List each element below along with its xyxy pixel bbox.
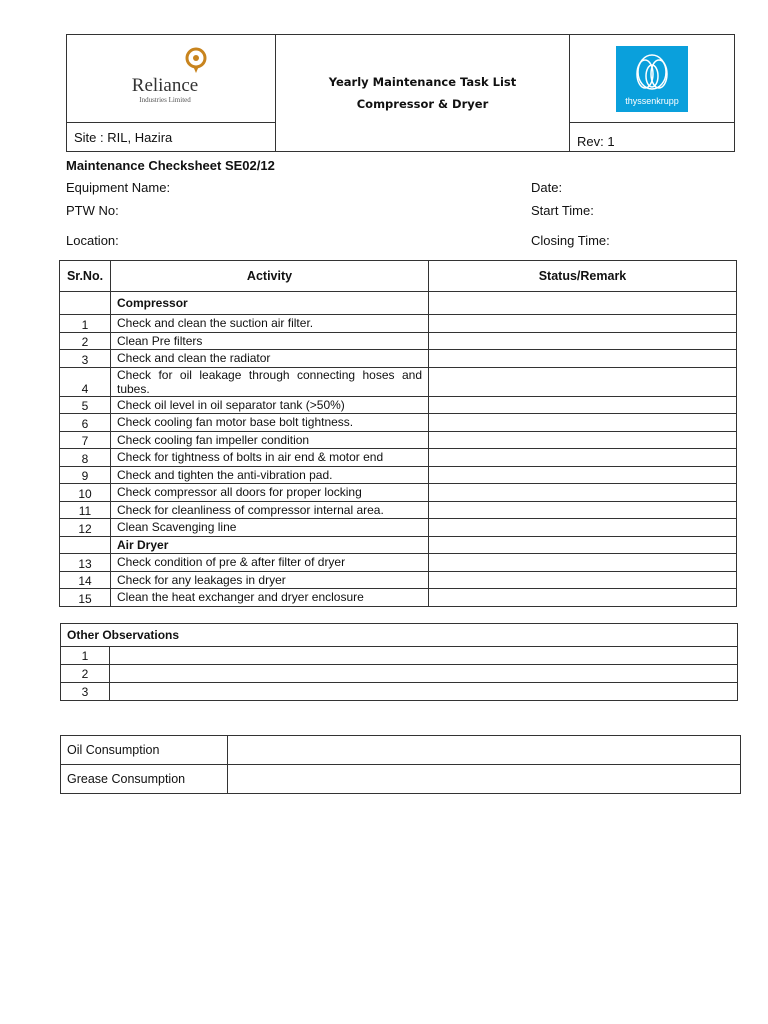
row-activity: Check and tighten the anti-vibration pad. <box>111 466 429 484</box>
company-name: Reliance <box>131 75 199 96</box>
row-sr: 8 <box>60 449 111 467</box>
table-row <box>60 414 737 432</box>
row-sr: 6 <box>60 414 111 432</box>
section-row <box>60 536 737 554</box>
consumption-row <box>61 765 741 794</box>
oil-consumption-field[interactable] <box>228 736 741 765</box>
observations-table <box>60 623 738 701</box>
row-status[interactable] <box>429 350 737 368</box>
header-status: Status/Remark <box>429 261 737 292</box>
closing-time-label: Closing Time: <box>531 233 610 248</box>
row-activity: Check condition of pre & after filter of dryer <box>111 554 429 572</box>
row-activity: Check and clean the suction air filter. <box>111 315 429 333</box>
row-status[interactable] <box>429 589 737 607</box>
title-line-1: Yearly Maintenance Task List <box>328 75 517 89</box>
row-sr: 10 <box>60 484 111 502</box>
section-compressor: Compressor <box>111 292 429 315</box>
row-sr: 15 <box>60 589 111 607</box>
row-activity: Clean the heat exchanger and dryer enclosure <box>111 589 429 607</box>
title-line-2: Compressor & Dryer <box>356 97 489 111</box>
table-row <box>60 449 737 467</box>
location-label: Location: <box>66 233 119 248</box>
observation-sr: 3 <box>61 683 110 701</box>
row-activity: Check for any leakages in dryer <box>111 571 429 589</box>
table-header-row <box>60 261 737 292</box>
row-activity: Check for tightness of bolts in air end & motor end <box>111 449 429 467</box>
table-row <box>60 332 737 350</box>
table-row <box>60 589 737 607</box>
reliance-logo <box>67 35 275 122</box>
section-sr <box>60 536 111 554</box>
section-row <box>60 292 737 315</box>
row-status[interactable] <box>429 332 737 350</box>
section-status <box>429 536 737 554</box>
start-time-label: Start Time: <box>531 203 594 218</box>
header-srno: Sr.No. <box>60 261 111 292</box>
row-activity: Check cooling fan impeller condition <box>111 431 429 449</box>
row-sr: 2 <box>60 332 111 350</box>
section-sr <box>60 292 111 315</box>
row-sr: 11 <box>60 501 111 519</box>
observation-row <box>61 683 738 701</box>
equipment-label: Equipment Name: <box>66 180 171 195</box>
row-status[interactable] <box>429 554 737 572</box>
row-status[interactable] <box>429 315 737 333</box>
row-status[interactable] <box>429 431 737 449</box>
partner-logo-text: thyssenkrupp <box>625 95 679 106</box>
observation-row <box>61 647 738 665</box>
row-status[interactable] <box>429 519 737 537</box>
row-activity: Check compressor all doors for proper locking <box>111 484 429 502</box>
table-row <box>60 501 737 519</box>
row-sr: 4 <box>60 367 111 396</box>
observation-sr: 2 <box>61 665 110 683</box>
row-activity: Check for oil leakage through connecting hoses and tubes. <box>111 367 429 396</box>
table-row <box>60 554 737 572</box>
table-row <box>60 315 737 333</box>
oil-consumption-label: Oil Consumption <box>61 736 228 765</box>
row-status[interactable] <box>429 571 737 589</box>
row-sr: 5 <box>60 396 111 414</box>
section-air-dryer: Air Dryer <box>111 536 429 554</box>
table-row <box>60 519 737 537</box>
table-row <box>60 484 737 502</box>
observations-header-row <box>61 624 738 647</box>
row-status[interactable] <box>429 484 737 502</box>
activity-table <box>59 260 737 607</box>
row-sr: 13 <box>60 554 111 572</box>
row-status[interactable] <box>429 466 737 484</box>
row-activity: Check cooling fan motor base bolt tightness. <box>111 414 429 432</box>
table-row <box>60 367 737 396</box>
row-status[interactable] <box>429 367 737 396</box>
row-sr: 9 <box>60 466 111 484</box>
company-sub: Industries Limited <box>139 96 191 104</box>
partner-logo-cell <box>570 35 735 123</box>
row-sr: 3 <box>60 350 111 368</box>
header-activity: Activity <box>111 261 429 292</box>
row-activity: Clean Pre filters <box>111 332 429 350</box>
row-status[interactable] <box>429 501 737 519</box>
observation-field[interactable] <box>110 647 738 665</box>
observation-row <box>61 665 738 683</box>
thyssenkrupp-logo <box>616 46 688 112</box>
row-status[interactable] <box>429 449 737 467</box>
ptw-label: PTW No: <box>66 203 119 218</box>
title-cell <box>276 35 570 152</box>
observation-sr: 1 <box>61 647 110 665</box>
table-row <box>60 571 737 589</box>
row-activity: Check and clean the radiator <box>111 350 429 368</box>
header-table <box>66 34 735 152</box>
rev-cell: Rev: 1 <box>570 123 735 152</box>
grease-consumption-label: Grease Consumption <box>61 765 228 794</box>
row-status[interactable] <box>429 396 737 414</box>
site-cell: Site : RIL, Hazira <box>67 123 276 152</box>
row-activity: Clean Scavenging line <box>111 519 429 537</box>
table-row <box>60 431 737 449</box>
checksheet-title: Maintenance Checksheet SE02/12 <box>66 158 275 173</box>
observation-field[interactable] <box>110 683 738 701</box>
row-activity: Check oil level in oil separator tank (>50%) <box>111 396 429 414</box>
table-row <box>60 466 737 484</box>
row-sr: 12 <box>60 519 111 537</box>
table-row <box>60 396 737 414</box>
reliance-logo-cell <box>67 35 276 123</box>
observation-field[interactable] <box>110 665 738 683</box>
consumption-row <box>61 736 741 765</box>
consumption-table <box>60 735 741 794</box>
row-sr: 1 <box>60 315 111 333</box>
row-status[interactable] <box>429 414 737 432</box>
date-label: Date: <box>531 180 563 195</box>
section-status <box>429 292 737 315</box>
table-row <box>60 350 737 368</box>
grease-consumption-field[interactable] <box>228 765 741 794</box>
row-activity: Check for cleanliness of compressor internal area. <box>111 501 429 519</box>
row-sr: 14 <box>60 571 111 589</box>
row-sr: 7 <box>60 431 111 449</box>
observations-title: Other Observations <box>61 624 738 647</box>
